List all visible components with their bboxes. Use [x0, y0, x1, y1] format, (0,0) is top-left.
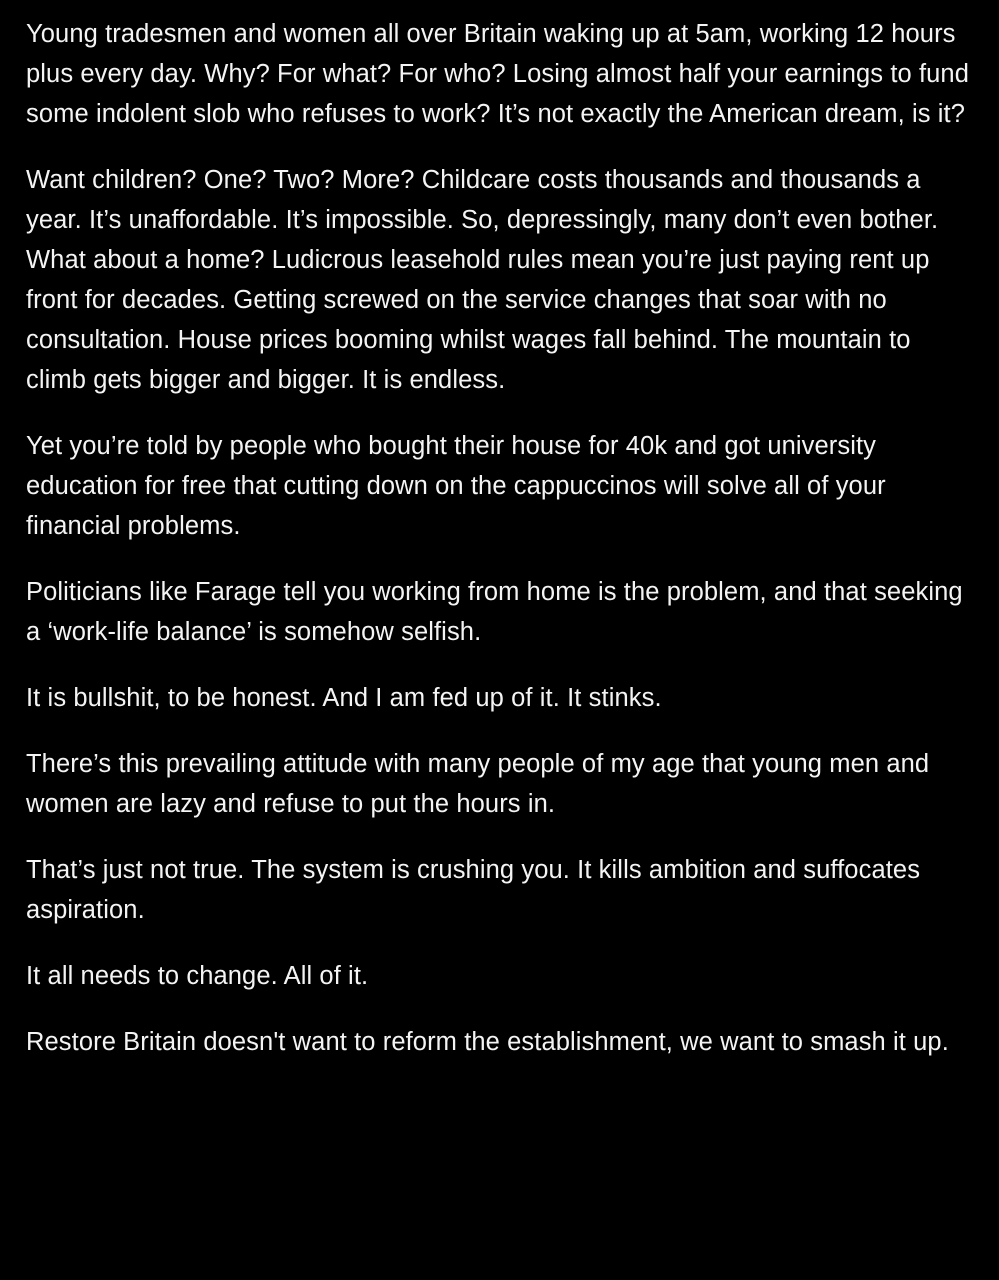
paragraph: That’s just not true. The system is crushing you. It kills ambition and suffocates aspiration.	[26, 856, 928, 924]
paragraph: There’s this prevailing attitude with many people of my age that young men and women are lazy and refuse to put the hours in.	[26, 750, 937, 818]
paragraph: Politicians like Farage tell you working from home is the problem, and that seeking a ‘work-life balance’ is somehow selfish.	[26, 578, 970, 646]
paragraph: Want children? One? Two? More? Childcare costs thousands and thousands a year. It’s unaffordable. It’s impossible. So, depressingly, many don’t even bother. What about a home? Ludicrous leasehold rules mean you’re just paying rent up front for decades. Getting screwed on the service changes that soar with no consultation. House prices booming whilst wages fall behind. The mountain to climb gets bigger and bigger. It is endless.	[26, 166, 946, 394]
article-body	[26, 14, 977, 1062]
paragraph: It is bullshit, to be honest. And I am fed up of it. It stinks.	[26, 684, 662, 712]
paragraph: Yet you’re told by people who bought their house for 40k and got university education for free that cutting down on the cappuccinos will solve all of your financial problems.	[26, 432, 893, 540]
paragraph: It all needs to change. All of it.	[26, 962, 369, 990]
paragraph: Restore Britain doesn't want to reform the establishment, we want to smash it up.	[26, 1028, 949, 1056]
paragraph: Young tradesmen and women all over Britain waking up at 5am, working 12 hours plus every day. Why? For what? For who? Losing almost half your earnings to fund some indolent slob who refuses to work? It’s not exactly the American dream, is it?	[26, 20, 977, 128]
